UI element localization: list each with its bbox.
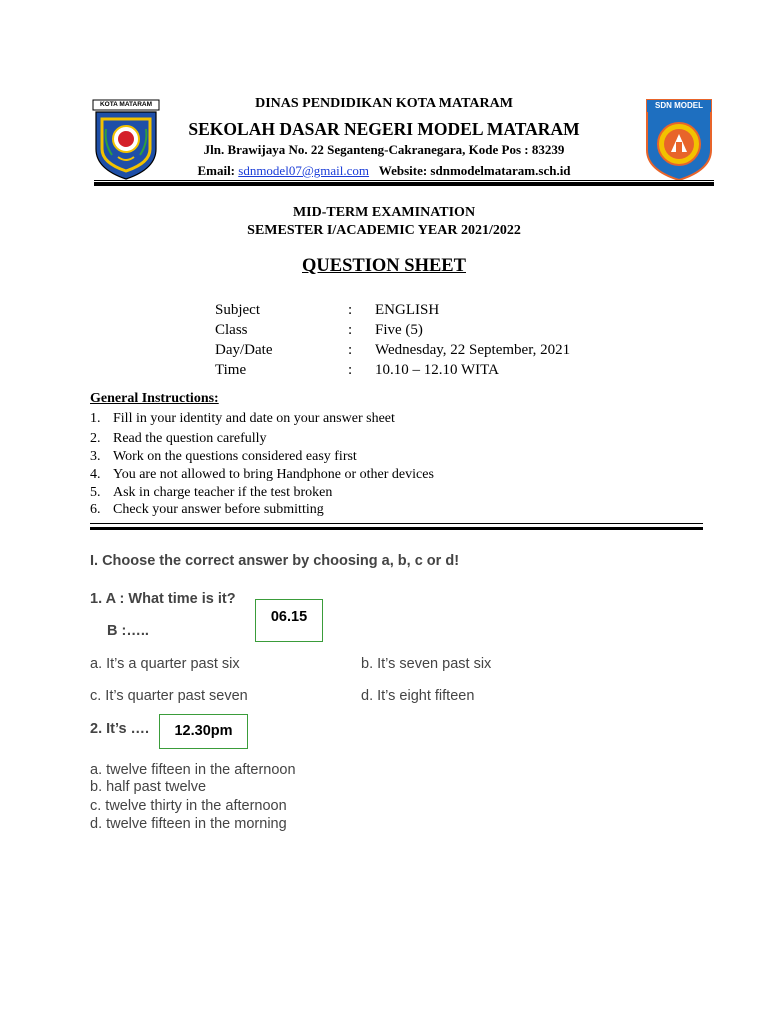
info-label-time: Time [215, 362, 247, 378]
info-value-subject: ENGLISH [375, 302, 440, 318]
header-school-name: SEKOLAH DASAR NEGERI MODEL MATARAM [188, 119, 580, 139]
header-agency: DINAS PENDIDIKAN KOTA MATARAM [255, 96, 513, 111]
instruction-number: 3. [90, 449, 101, 464]
instruction-number: 1. [90, 411, 101, 426]
instruction-number: 2. [90, 431, 101, 446]
page-title: QUESTION SHEET [302, 256, 466, 276]
question-1-line-a: 1. A : What time is it? [90, 591, 236, 607]
section-heading: I. Choose the correct answer by choosing a, b, c or d! [90, 553, 460, 569]
info-colon: : [348, 362, 353, 378]
instruction-item [90, 411, 395, 427]
website-label: Website: [378, 163, 431, 178]
question-1-line-b: B :….. [107, 623, 149, 639]
left-logo-label: KOTA MATARAM [99, 101, 153, 108]
instruction-item [90, 449, 357, 465]
info-label-date: Day/Date [215, 342, 273, 358]
info-value-class: Five (5) [375, 322, 423, 338]
info-colon: : [348, 342, 353, 358]
email-label: Email: [197, 163, 239, 178]
instruction-number: 5. [90, 485, 101, 500]
header-contact [0, 163, 768, 179]
question-2-prompt: 2. It’s …. [90, 721, 150, 737]
instructions-title: General Instructions: [90, 391, 219, 406]
question-2-option-c: c. twelve thirty in the afternoon [90, 798, 287, 814]
instruction-item [90, 502, 324, 518]
question-2-option-a: a. twelve fifteen in the afternoon [90, 762, 296, 778]
info-colon: : [348, 302, 353, 318]
question-1-option-b: b. It’s seven past six [361, 656, 492, 672]
question-2-option-b: b. half past twelve [90, 779, 207, 795]
header-divider-thick [94, 182, 714, 186]
instruction-text: Check your answer before submitting [113, 502, 324, 517]
header-address: Jln. Brawijaya No. 22 Seganteng-Cakranegara, Kode Pos : 83239 [203, 142, 565, 157]
question-1-option-a: a. It’s a quarter past six [90, 656, 240, 672]
info-colon: : [348, 322, 353, 338]
instruction-item [90, 467, 434, 483]
instruction-number: 4. [90, 467, 101, 482]
instruction-text: You are not allowed to bring Handphone or other devices [113, 467, 434, 482]
question-2-option-d: d. twelve fifteen in the morning [90, 816, 287, 832]
instruction-text: Read the question carefully [113, 431, 267, 446]
header-divider-thin [94, 180, 714, 181]
info-value-date: Wednesday, 22 September, 2021 [375, 342, 571, 358]
info-label-subject: Subject [215, 302, 260, 318]
question-1-option-c: c. It’s quarter past seven [90, 688, 248, 704]
instruction-text: Work on the questions considered easy first [113, 449, 357, 464]
website-value: sdnmodelmataram.sch.id [430, 163, 571, 178]
instruction-text: Ask in charge teacher if the test broken [113, 485, 333, 500]
right-logo-label: SDN MODEL [655, 101, 703, 110]
email-link[interactable]: sdnmodel07@gmail.com [238, 163, 370, 178]
instruction-number: 6. [90, 502, 101, 517]
section-divider-top [90, 523, 703, 524]
instruction-item [90, 431, 267, 447]
question-1-time-box: 06.15 [255, 599, 323, 642]
instruction-text: Fill in your identity and date on your answer sheet [113, 411, 395, 426]
exam-title: MID-TERM EXAMINATION [292, 205, 476, 220]
info-value-time: 10.10 – 12.10 WITA [375, 362, 499, 378]
instruction-item [90, 485, 332, 501]
question-1-option-d: d. It’s eight fifteen [361, 688, 475, 704]
question-2-time-box: 12.30pm [159, 714, 248, 749]
exam-semester: SEMESTER I/ACADEMIC YEAR 2021/2022 [247, 223, 521, 238]
info-label-class: Class [215, 322, 248, 338]
section-divider-bottom [90, 527, 703, 530]
